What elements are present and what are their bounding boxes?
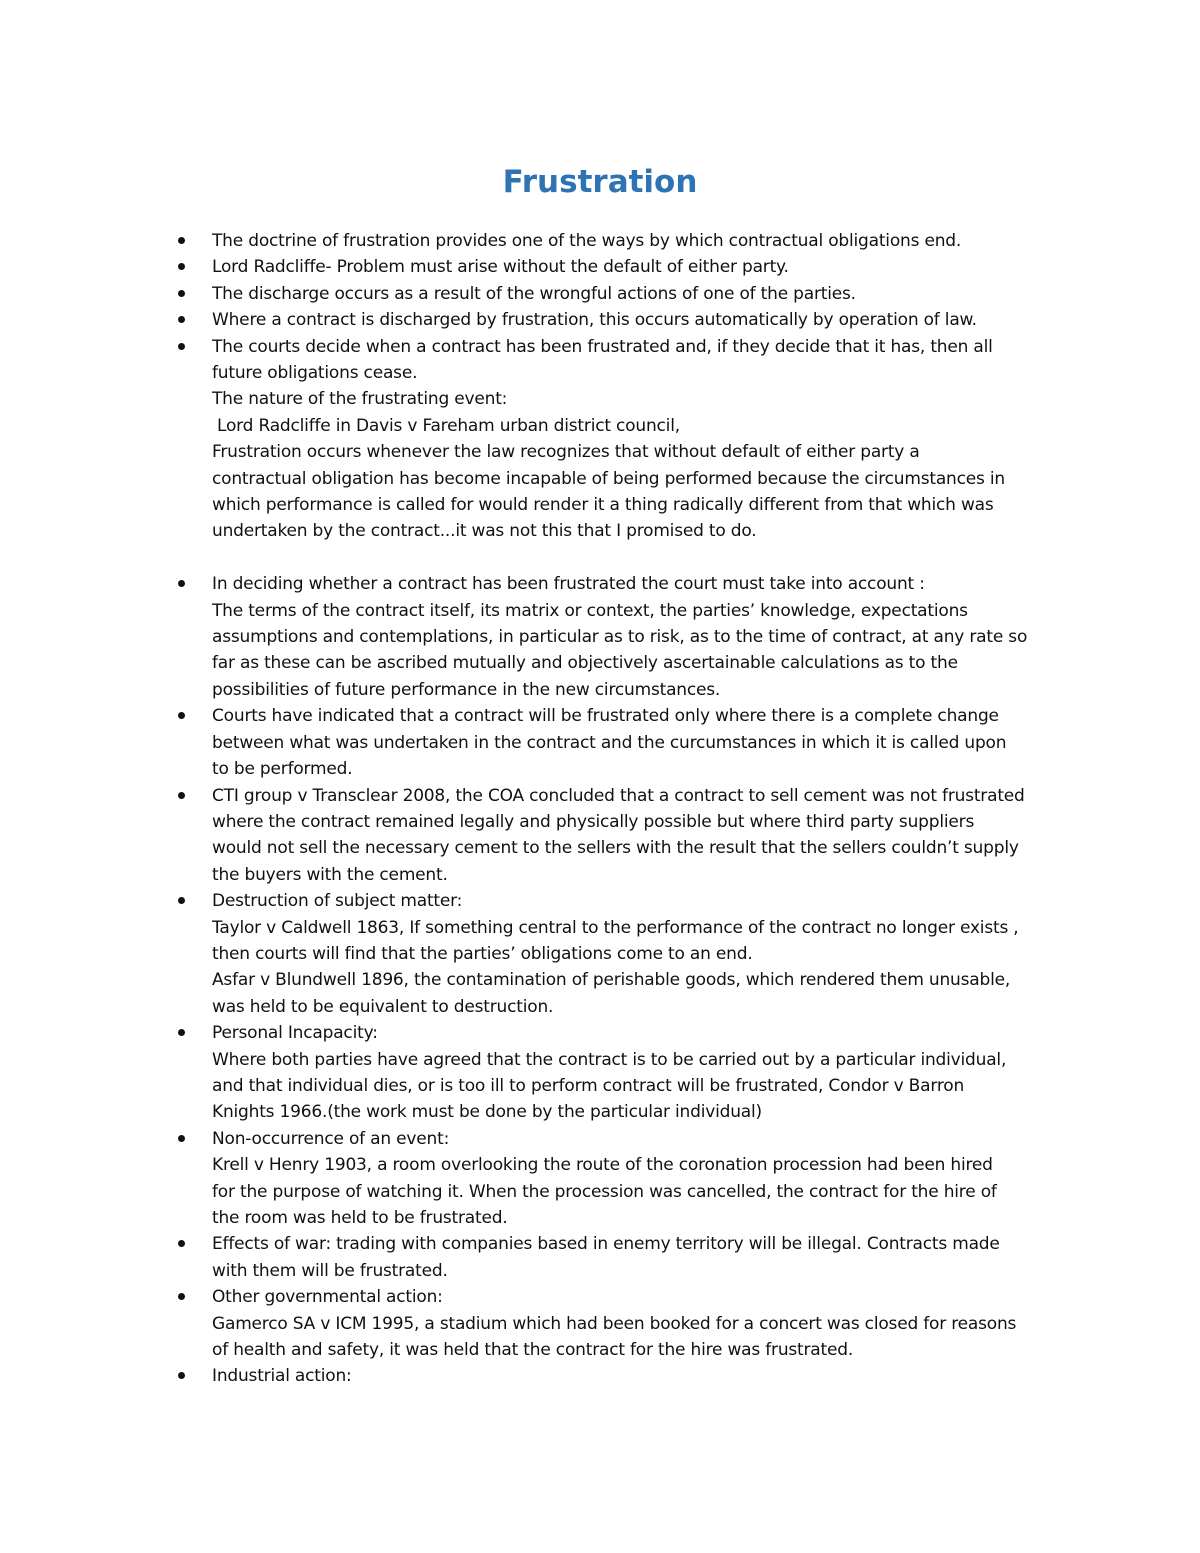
- list-item-text: Industrial action:: [212, 1366, 352, 1387]
- list-item-text: which performance is called for would render it a thing radically different from that which was: [212, 495, 994, 516]
- list-item: [178, 703, 1068, 782]
- list-item: [178, 307, 1068, 333]
- bullet-icon: [178, 316, 185, 323]
- list-item: [178, 783, 1068, 889]
- list-item-text: possibilities of future performance in the new circumstances.: [212, 679, 721, 700]
- list-item-text: Where both parties have agreed that the contract is to be carried out by a particular individual,: [212, 1049, 1007, 1070]
- list-item-text: Destruction of subject matter:: [212, 891, 463, 912]
- list-item-text: and that individual dies, or is too ill to perform contract will be frustrated, Condor v Barron: [212, 1075, 965, 1096]
- list-item-text: between what was undertaken in the contract and the curcumstances in which it is called upon: [212, 732, 1007, 753]
- list-item: [178, 1020, 1068, 1126]
- list-item-text: Other governmental action:: [212, 1287, 443, 1308]
- list-item-text: Taylor v Caldwell 1863, If something central to the performance of the contract no longer exists ,: [212, 917, 1019, 938]
- list-item-text: was held to be equivalent to destruction.: [212, 996, 554, 1017]
- list-item-text: CTI group v Transclear 2008, the COA concluded that a contract to sell cement was not frustrated: [212, 785, 1025, 806]
- bullet-icon: [178, 1240, 185, 1247]
- bullet-list: [178, 228, 1068, 1390]
- list-item: [178, 1231, 1068, 1284]
- document-title: Frustration: [502, 164, 698, 200]
- list-item-text: Lord Radcliffe- Problem must arise without the default of either party.: [212, 257, 789, 278]
- list-item-text: Frustration occurs whenever the law recognizes that without default of either party a: [212, 442, 920, 463]
- list-item: [178, 228, 1068, 254]
- list-item: [178, 1126, 1068, 1232]
- list-item-text: Knights 1966.(the work must be done by the particular individual): [212, 1102, 762, 1123]
- list-item-text: Asfar v Blundwell 1896, the contamination of perishable goods, which rendered them unusable,: [212, 970, 1011, 991]
- bullet-icon: [178, 1372, 185, 1379]
- list-item-text: far as these can be ascribed mutually and objectively ascertainable calculations as to the: [212, 653, 958, 674]
- list-item-text: Personal Incapacity:: [212, 1023, 378, 1044]
- list-item-text: Lord Radcliffe in Davis v Fareham urban district council,: [217, 415, 680, 436]
- list-item: [178, 888, 1068, 1020]
- bullet-icon: [178, 1293, 185, 1300]
- list-item: [178, 254, 1068, 280]
- list-item-text: The terms of the contract itself, its matrix or context, the parties’ knowledge, expectations: [212, 600, 968, 621]
- list-item-text: of health and safety, it was held that the contract for the hire was frustrated.: [212, 1340, 854, 1361]
- bullet-icon: [178, 1135, 185, 1142]
- list-item-text: In deciding whether a contract has been frustrated the court must take into account :: [212, 574, 925, 595]
- bullet-icon: [178, 263, 185, 270]
- bullet-icon: [178, 343, 185, 350]
- list-item: [178, 334, 1068, 545]
- list-item-text: The doctrine of frustration provides one of the ways by which contractual obligations end.: [212, 231, 962, 251]
- bullet-icon: [178, 290, 185, 297]
- list-item: [178, 571, 1068, 703]
- list-item-text: with them will be frustrated.: [212, 1260, 448, 1281]
- list-item-text: The discharge occurs as a result of the wrongful actions of one of the parties.: [212, 283, 856, 304]
- list-item-text: Gamerco SA v ICM 1995, a stadium which had been booked for a concert was closed for reasons: [212, 1313, 1017, 1334]
- list-item-text: Non-occurrence of an event:: [212, 1128, 450, 1149]
- list-item-text: where the contract remained legally and physically possible but where third party suppliers: [212, 811, 975, 832]
- list-item-text: undertaken by the contract...it was not this that I promised to do.: [212, 521, 757, 542]
- list-item-text: would not sell the necessary cement to the sellers with the result that the sellers couldn’t supply: [212, 838, 1019, 859]
- list-item-text: Where a contract is discharged by frustration, this occurs automatically by operation of law.: [212, 310, 977, 331]
- list-item-text: The nature of the frustrating event:: [212, 389, 508, 410]
- bullet-icon: [178, 712, 185, 719]
- list-item-text: for the purpose of watching it. When the procession was cancelled, the contract for the hire of: [212, 1181, 997, 1202]
- list-item-text: future obligations cease.: [212, 363, 418, 384]
- bullet-icon: [178, 237, 185, 244]
- bullet-icon: [178, 792, 185, 799]
- list-item: [178, 1363, 1068, 1389]
- list-item: [178, 1284, 1068, 1363]
- bullet-icon: [178, 1029, 185, 1036]
- list-item-text: assumptions and contemplations, in particular as to risk, as to the time of contract, at any rate so: [212, 627, 1028, 648]
- list-item-text: then courts will find that the parties’ obligations come to an end.: [212, 943, 753, 964]
- list-item: [178, 281, 1068, 307]
- list-item-text: Effects of war: trading with companies based in enemy territory will be illegal. Contracts made: [212, 1234, 1000, 1255]
- list-item-text: the buyers with the cement.: [212, 864, 448, 885]
- list-item-text: The courts decide when a contract has been frustrated and, if they decide that it has, then all: [212, 336, 993, 357]
- list-item-text: the room was held to be frustrated.: [212, 1208, 508, 1229]
- bullet-icon: [178, 897, 185, 904]
- list-item-text: to be performed.: [212, 759, 353, 780]
- list-item-text: contractual obligation has become incapable of being performed because the circumstances in: [212, 468, 1005, 489]
- bullet-icon: [178, 580, 185, 587]
- list-item-text: Courts have indicated that a contract will be frustrated only where there is a complete change: [212, 706, 999, 727]
- list-item-text: Krell v Henry 1903, a room overlooking the route of the coronation procession had been hired: [212, 1155, 993, 1176]
